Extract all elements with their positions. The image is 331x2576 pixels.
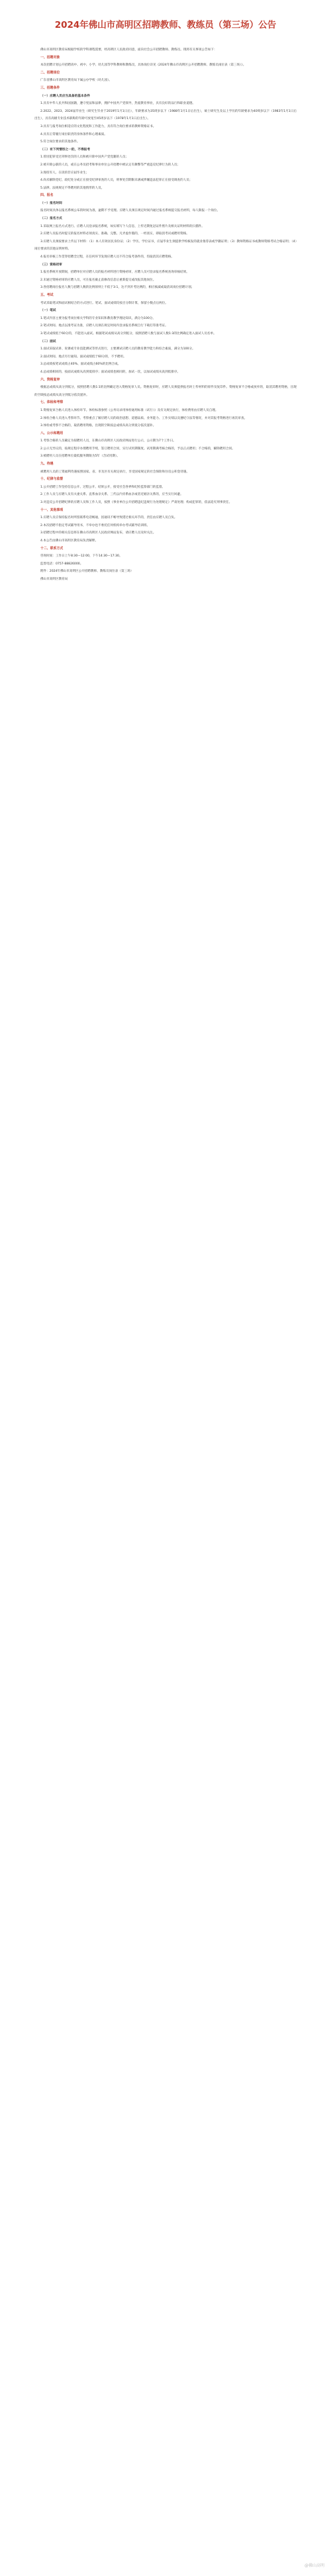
body-paragraph: 3.对违反公开招聘纪律的应聘人员和工作人员，按照《事业单位公开招聘违纪违规行为处理规定》严肃处理；构成犯罪的，依法追究刑事责任。 (40, 501, 232, 505)
body-paragraph: 3.各招聘岗位报名人数与招聘人数的比例原则上不低于3:1，达不到开考比例的，相应核减或取消该岗位招聘计划。 (40, 286, 195, 290)
subsection-heading: （二）有下列情形之一的，不得报考 (40, 148, 91, 152)
body-paragraph: 2.工作人员与应聘人员有夫妻关系、直系血亲关系、三代以内旁系血亲或者近姻亲关系的，应当实行回避。 (40, 493, 183, 497)
body-paragraph: 3.应聘人员须按要求上传以下材料：（1）本人有效居民身份证；（2）学历、学位证书，应届毕业生须提供学校核发的就业推荐表或学籍证明；（3）教师资格证书或教师资格考试合格证明；（4）岗位要求的其他证明材料。 (34, 240, 297, 251)
body-paragraph: 2.2022、2023、2024届毕业生（研究生毕业于2019年1月1日后），年龄要求为35周岁以下（1988年1月1日后出生），硕士研究生及以上学历的年龄要求为40周岁以下（1983年1月1日后出生），具有高级专业技术职称的年龄可放宽至45周岁以下（1978年1月1日后出生）。 (34, 109, 297, 121)
watermark: @佛山高明 (304, 2563, 324, 2568)
body-paragraph: 咨询时间：工作日上午8:30—12:00，下午14:30—17:30。 (40, 555, 122, 558)
body-paragraph: 2.被开除公职的人员，或在公务员招考和事业单位公开招聘中被认定有舞弊等严重违反纪律行为的人员； (40, 163, 181, 167)
body-paragraph: 1.资格复审合格人员进入体检环节。体检标准参照《公务员录用体检通用标准（试行）》及有关规定执行，体检费用由应聘人员自理。 (40, 408, 218, 412)
section-heading: 九、待遇 (40, 462, 54, 466)
section-heading: 十一、其他事项 (40, 508, 64, 512)
body-paragraph: 2.体检合格人员进入考察环节。考察重点了解应聘人员的政治思想、道德品质、业务能力、工作实绩以及遵纪守法等情况，并对其报考资格进行再次审查。 (40, 416, 248, 420)
body-paragraph: 2.面试时间、地点另行通知。面试成绩低于60分的，不予聘用。 (40, 355, 126, 359)
section-heading: 四、报名 (40, 193, 54, 198)
body-paragraph: 1.公开招聘工作坚持信息公开、过程公开、结果公开，接受社会各界和纪检监察部门的监督。 (40, 485, 166, 489)
body-paragraph: 2.笔试时间、地点以准考证为准，应聘人员须在规定时间内登录报名系统自行下载打印准考证。 (40, 324, 168, 328)
section-heading: 五、考试 (40, 293, 54, 297)
subsection-heading: （一）笔试 (40, 309, 56, 313)
body-paragraph: 佛山市高明区教育局根据学校的学科课程需要，经高明区人民政府同意，面向社会公开招聘教师、教练员。现将有关事项公告如下： (40, 48, 217, 52)
body-paragraph: 3.具有与报考岗位相适应的文化程度和工作能力，具有符合岗位要求的教师资格证书。 (40, 124, 156, 128)
section-heading: 六、资格复审 (40, 377, 60, 382)
section-heading: 一、招聘对象 (40, 55, 60, 60)
body-paragraph: 1.笔试内容主要为报考岗位相关学科的专业知识和教育教学理论知识，满分为100分。 (40, 316, 156, 320)
body-paragraph: 1.报名系统开放期间，招聘单位对应聘人员的报名材料进行资格初审，应聘人员可登录报名系统查询审核结果。 (40, 271, 189, 275)
body-paragraph: 5.法律、法规规定不得聘用的其他情形的人员。 (40, 186, 105, 190)
body-paragraph: 4.总成绩相同的，按面试成绩从高到低排序；面试成绩也相同的，加试一次，以加试成绩从高到低排序。 (40, 370, 181, 374)
body-paragraph: 1.采取网上报名方式进行。应聘人员登录报名系统，如实填写个人信息，上传近期免冠证件照片及相关证明材料的扫描件。 (40, 224, 205, 228)
body-paragraph: 考试采取笔试和面试相结合的方式进行。笔试、面试成绩均按百分制计算，保留小数点后两位。 (40, 301, 168, 305)
subsection-heading: （二）面试 (40, 339, 56, 343)
body-paragraph: 本次招聘计划公开招聘高中、初中、小学、幼儿园等学科教师和教练员，具体岗位详见《2024年佛山市高明区公开招聘教师、教练员岗位表（第三场）》。 (40, 64, 246, 67)
body-paragraph: 1.考察合格的人员确定为拟聘用人员，在佛山市高明区人民政府网站进行公示，公示期为7个工作日。 (40, 439, 176, 443)
section-heading: 八、公示和聘用 (40, 431, 64, 435)
body-paragraph: 附件：2024年佛山市高明区公开招聘教师、教练员岗位表（第三场） (40, 570, 134, 574)
body-paragraph: 3.现役军人、在读的非应届毕业生； (40, 171, 89, 175)
body-paragraph: 4.本公告由佛山市高明区教育局负责解释。 (40, 539, 99, 543)
body-paragraph: 3.体检或考察不合格的，取消聘用资格，出现的空缺按总成绩从高分到低分依次递补。 (40, 424, 156, 428)
body-paragraph: 4.尚未解除党纪、政纪处分或正在接受纪律审查的人员，刑事处罚期限未满或涉嫌违法犯罪正在接受调查的人员； (40, 179, 193, 183)
subsection-heading: （一）报名时间 (40, 201, 62, 205)
body-paragraph: 佛山市高明区教育局 (40, 577, 68, 581)
body-paragraph: 3.笔试成绩低于60分的，不能进入面试。根据笔试成绩从高分到低分，按照招聘人数与面试人数1:3的比例确定进入面试人员名单。 (40, 332, 216, 335)
body-paragraph: 报名时间具体以报名系统公布的时间为准，逾期不予受理。应聘人员须在规定时间内通过报名系统提交报名材料，每人限报一个岗位。 (40, 209, 220, 213)
section-heading: 十、纪律与监督 (40, 477, 64, 482)
announcement-body (34, 46, 297, 584)
body-paragraph: 1.应聘人员应保持报名时所留联系电话畅通，因通讯不畅导致错过相关环节的，责任由应聘人员自负。 (40, 516, 177, 520)
body-paragraph: 2.公示无异议的，按规定程序办理聘用手续，签订聘用合同，实行试用期制度。试用期满考核合格的，予以正式聘用；不合格的，解除聘用合同。 (40, 447, 235, 451)
body-paragraph: 2.本次招聘不指定考试辅导用书，不举办也不委托任何机构举办考试辅导培训班。 (40, 523, 150, 527)
section-heading: 十二、联系方式 (40, 546, 64, 551)
body-paragraph: 3.招聘过程中的相关信息将在佛山市高明区人民政府网站发布，请应聘人员及时关注。 (40, 531, 156, 535)
body-paragraph: 3.被聘用人员在招聘单位最低服务期限为5年（含试用期）。 (40, 455, 120, 459)
body-paragraph: 1.面试采取试讲、说课或专业技能测试等形式进行，主要测试应聘人员的教育教学能力和综合素质，满分为100分。 (40, 347, 195, 351)
body-paragraph: 5.符合岗位要求的其他条件。 (40, 140, 80, 144)
body-paragraph: 根据总成绩从高分到低分，按照招聘人数1:1的比例确定进入资格复审人员。资格复审时，应聘人员须提供报名时上传材料的原件及复印件。资格复审不合格或放弃的，取消其聘用资格，出现的空缺按总成绩从高分到低分依次递补。 (34, 386, 297, 397)
body-paragraph: 3.总成绩按笔试成绩占40%、面试成绩占60%的比例合成。 (40, 363, 121, 367)
body-paragraph: 监督电话：0757-88826000。 (40, 562, 83, 566)
body-paragraph: 1.曾因犯罪受过刑事处罚的人员和被开除中国共产党党籍的人员； (40, 155, 129, 159)
subsection-heading: （一）应聘人员应当具备的基本条件 (40, 94, 91, 98)
subsection-heading: （二）报名方式 (40, 217, 62, 221)
page-title: 2024年佛山市高明区招聘教师、教练员（第三场）公告 (54, 20, 277, 30)
section-heading: 二、招聘岗位 (40, 70, 60, 75)
subsection-heading: （三）资格初审 (40, 263, 62, 267)
body-paragraph: 4.具有正常履行岗位职责的身体条件和心理素质。 (40, 132, 107, 136)
body-paragraph: 被聘用人员的工资福利待遇按照国家、省、市及区有关规定执行，享受国家规定的社会保险和住房公积金待遇。 (40, 470, 190, 474)
section-heading: 三、招聘条件 (40, 85, 60, 90)
body-paragraph: 2.应聘人员报名时提交的报名材料必须真实、准确、完整。凡弄虚作假的，一经查实，即取消考试或聘用资格。 (40, 232, 189, 236)
body-paragraph: 广东省佛山市高明区教育局下属公办学校（幼儿园）。 (40, 79, 112, 83)
body-paragraph: 4.报名审核工作贯穿招聘全过程，在任何环节发现应聘人员不符合报考条件的，均取消其应聘资格。 (40, 255, 174, 259)
body-paragraph: 1.具有中华人民共和国国籍，遵守宪法和法律，拥护中国共产党领导，热爱教育事业，具有良好的品行和职业道德。 (40, 102, 196, 106)
section-heading: 七、体检和考察 (40, 400, 64, 405)
body-paragraph: 2.未通过资格初审的应聘人员，可在报名截止前修改信息后重新提交或改报其他岗位。 (40, 278, 156, 282)
